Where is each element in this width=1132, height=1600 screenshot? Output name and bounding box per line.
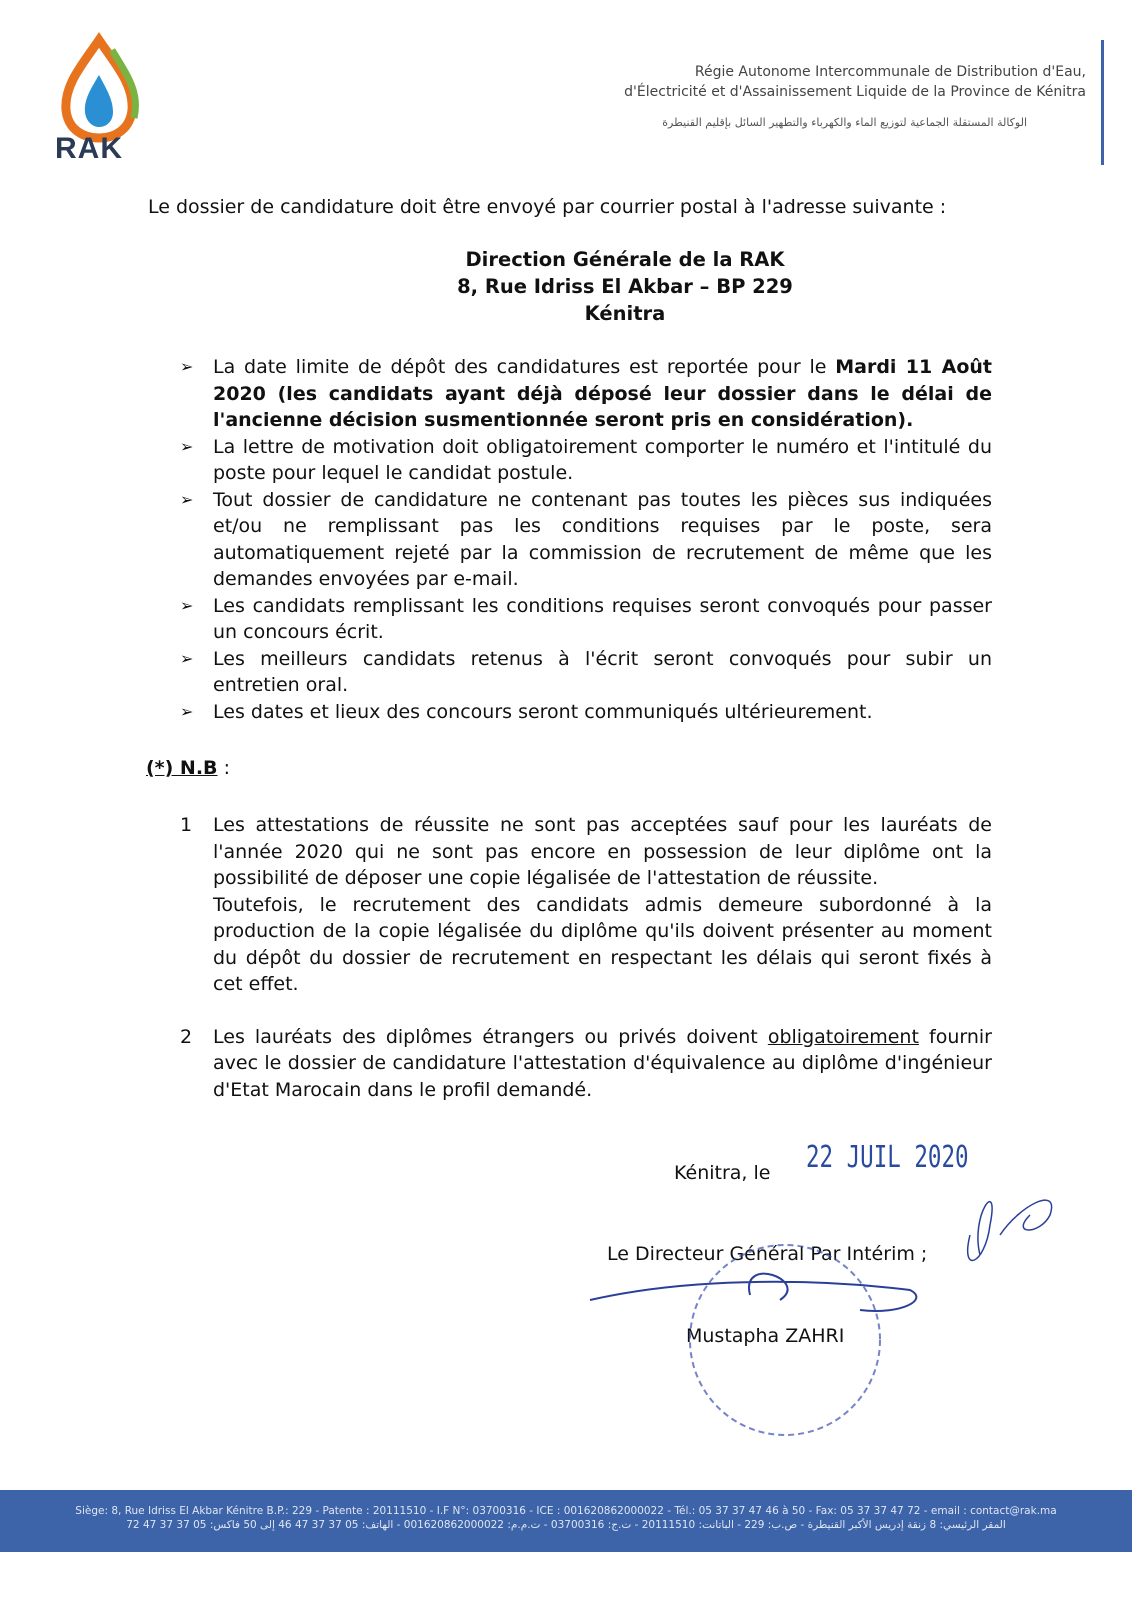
org-line-2: d'Électricité et d'Assainissement Liquide de la Province de Kénitra (624, 84, 1086, 100)
list-item (180, 434, 992, 487)
org-line-1: Régie Autonome Intercommunale de Distribution d'Eau, (694, 64, 1086, 80)
note-text: Les attestations de réussite ne sont pas acceptées sauf pour les lauréats de l'année 2020 qui ne sont pas encore en possession de leur diplôme ont la possibilité de déposer une copie légalisée de l'attestation de réussite. (213, 814, 992, 889)
address-line: 8, Rue Idriss El Akbar – BP 229 (457, 275, 793, 298)
footer-line-arabic: المقر الرئيسي: 8 زنقة إدريس الأكبر القنيطرة - ص.ب: 229 - الباتانت: 20111510 - ت.ج: 03700316 - ت.م.م: 001620862000022 - الهاتف: 05 37 37 47 46 إلى 50 فاكس: 05 37 37 47 72 (126, 1519, 1006, 1531)
note-underlined-text: obligatoirement (767, 1025, 919, 1048)
item-text: Les candidats remplissant les conditions requises seront convoqués pour passer un concours écrit. (213, 594, 992, 643)
note-item (180, 812, 992, 998)
note-number: 2 (180, 1025, 193, 1048)
item-text: La date limite de dépôt des candidatures est reportée pour le (213, 356, 836, 378)
item-text: Les dates et lieux des concours seront communiqués ultérieurement. (213, 700, 873, 723)
footer-bar (0, 1490, 1132, 1552)
list-item (180, 487, 992, 593)
address-line: Direction Générale de la RAK (465, 248, 785, 271)
organization-name (624, 62, 1086, 102)
item-text: La lettre de motivation doit obligatoirement comporter le numéro et l'intitulé du poste pour lequel le candidat postule. (213, 435, 992, 484)
address-line: Kénitra (584, 302, 666, 325)
nb-heading (146, 757, 230, 779)
edge-bar (1101, 40, 1104, 165)
postal-address (0, 246, 1132, 327)
arrow-bullet-icon: ➢ (180, 357, 194, 376)
list-item (180, 354, 992, 434)
list-item (180, 699, 992, 726)
official-stamp-and-signature (580, 1175, 1080, 1445)
item-bold-text: Mardi 11 Août 2020 (les candidats ayant déjà déposé leur dossier dans le délai de l'ancienne décision susmentionnée seront pris en considération). (213, 356, 992, 431)
arrow-bullet-icon: ➢ (180, 648, 194, 668)
list-item (180, 593, 992, 646)
note-text: fournir avec le dossier de candidature l'attestation d'équivalence au diplôme d'ingénieur d'Etat Marocain dans le profil demandé. (213, 1025, 992, 1101)
item-text: Tout dossier de candidature ne contenant pas toutes les pièces sus indiquées et/ou ne remplissant pas les conditions requises par le poste, sera automatiquement rejeté par la commission de recrutement de même que les demandes envoyées par e-mail. (213, 488, 992, 590)
footer-line: Siège: 8, Rue Idriss El Akbar Kénitre B.P.: 229 - Patente : 20111510 - I.F N°: 03700316 - ICE : 001620862000022 - Tél.: 05 37 37 47 46 à 50 - Fax: 05 37 37 47 72 - email : contact@rak.ma (75, 1505, 1057, 1517)
logo-text: RAK (55, 132, 123, 165)
notes-list (180, 812, 992, 1129)
note-text: Toutefois, le recrutement des candidats admis demeure subordonné à la production de la copie légalisée du diplôme qu'ils doivent présenter au moment du dépôt du dossier de recrutement en respectant les délais qui seront fixés à cet effet. (213, 893, 992, 995)
arrow-bullet-icon: ➢ (180, 701, 194, 721)
date-stamp: 22 JUIL 2020 (806, 1140, 969, 1175)
nb-colon: : (217, 757, 230, 779)
organization-name-arabic: الوكالة المستقلة الجماعية لتوزيع الماء والكهرباء والتطهير السائل بإقليم القنيطرة (662, 116, 1027, 129)
nb-label: (*) N.B (146, 757, 218, 779)
note-item (180, 1024, 992, 1104)
arrow-bullet-icon: ➢ (180, 595, 194, 615)
signatory-title: Le Directeur Général Par Intérim ; (607, 1243, 928, 1265)
intro-text: Le dossier de candidature doit être envoyé par courrier postal à l'adresse suivante : (148, 196, 947, 218)
list-item (180, 646, 992, 699)
conditions-list (180, 354, 992, 725)
signature-place: Kénitra, le (674, 1162, 771, 1184)
note-text: Les lauréats des diplômes étrangers ou privés doivent (213, 1025, 768, 1048)
note-number: 1 (180, 814, 193, 836)
signatory-name: Mustapha ZAHRI (686, 1325, 845, 1347)
arrow-bullet-icon: ➢ (180, 489, 194, 509)
arrow-bullet-icon: ➢ (180, 436, 194, 456)
item-text: Les meilleurs candidats retenus à l'écrit seront convoqués pour subir un entretien oral. (213, 647, 992, 696)
